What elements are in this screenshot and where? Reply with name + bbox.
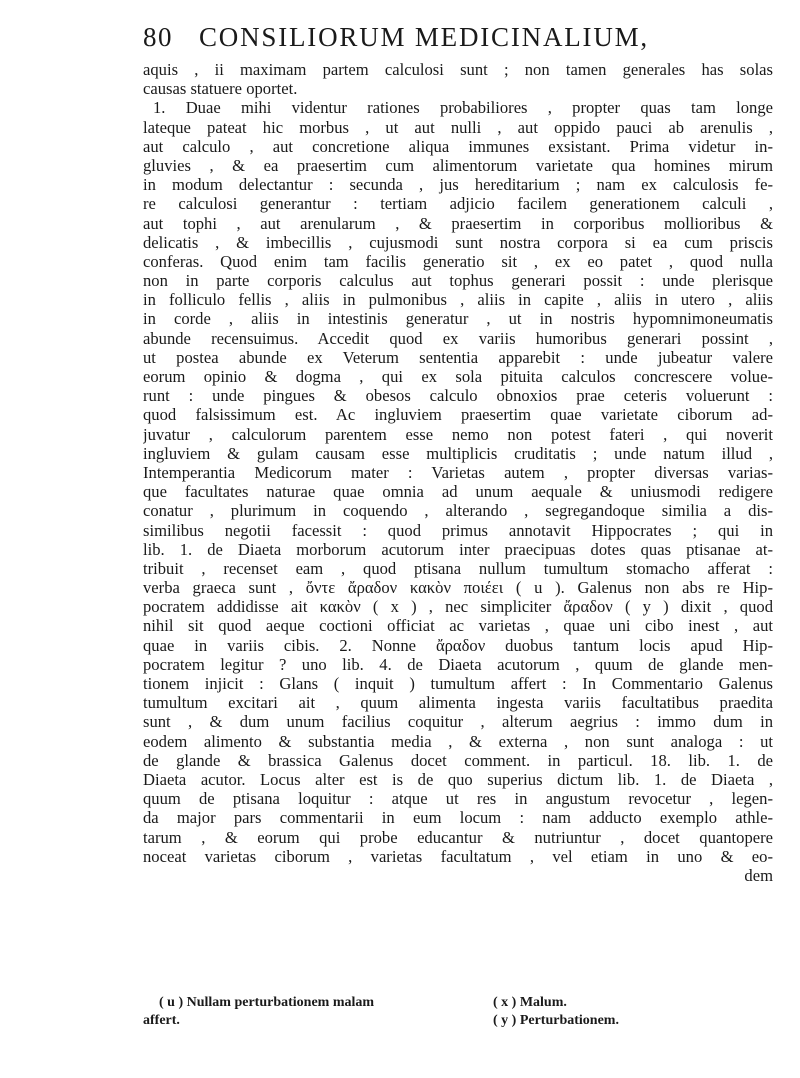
text-line: sunt , & dum unum facilius coquitur , alterum aegrius : immo dum in	[143, 712, 773, 732]
text-line: aut tophi , aut arenularum , & praesertim in corporibus mollioribus &	[143, 213, 773, 233]
text-line: quod falsissimum est. Ac ingluviem praesertim quae varietate ciborum ad-	[143, 405, 773, 425]
text-line: pocratem legitur ? uno lib. 4. de Diaeta acutorum , quum de glande men-	[143, 654, 773, 674]
text-line: tionem injicit : Glans ( inquit ) tumultum affert : In Commentario Galenus	[143, 674, 773, 693]
footnotes-xy	[493, 994, 763, 1030]
text-line: quae in variis cibis. 2. Nonne ἄραδον duobus tantum locis apud Hip-	[143, 635, 773, 655]
text-line: ingluviem & gulam causam esse multiplicis cruditatis ; unde natum illud ,	[143, 443, 773, 463]
footnote-u-line1: ( u ) Nullam perturbationem malam	[159, 995, 375, 1010]
text-line: aut calculo , aut concretione aliqua immunes exsistant. Prima videtur in-	[143, 136, 773, 156]
text-line: lateque pateat hic morbus , ut aut nulli , aut oppido pauci ab arenulis ,	[143, 117, 773, 137]
text-line: re calculosi generantur : tertiam adjicio facilem generationem calculi ,	[143, 194, 773, 214]
text-line: ut postea abunde ex Veterum sententia apparebit : unde jubeatur valere	[143, 347, 773, 367]
text-line: similibus negotii facessit : quod primus annotavit Hippocrates ; qui in	[143, 520, 773, 540]
footnote-x: ( x ) Malum.	[493, 995, 567, 1010]
text-line: causas statuere oportet.	[143, 79, 298, 99]
body-text	[143, 60, 773, 885]
text-line: abunde recensuimus. Accedit quod ex variis humoribus generari possint ,	[143, 328, 773, 348]
text-line: tribuit , recenset eam , quod ptisana nullum tumultum stomacho afferat :	[143, 558, 773, 578]
text-line: conferas. Quod enim tam facilis generatio sit , ex eo patet , quod nulla	[143, 251, 773, 271]
text-line: non in parte corporis calculus aut tophus generari possit : unde plerisque	[143, 271, 773, 291]
text-line: gluvies , & ea praesertim cum alimentorum varietate qua homines mirum	[143, 155, 773, 175]
text-line: eorum opinio & dogma , qui ex sola pituita calculos concrescere volue-	[143, 367, 773, 386]
text-line: Intemperantia Medicorum mater : Varietas autem , propter diversas varias-	[143, 462, 773, 482]
page-header	[143, 22, 763, 56]
text-line: aquis , ii maximam partem calculosi sunt ; non tamen generales has solas	[143, 60, 773, 79]
text-line: que facultates naturae quae omnia ad unum aequale & uniusmodi redigere	[143, 482, 773, 502]
text-line: tarum , & eorum qui probe educantur & nutriuntur , docet quantopere	[143, 827, 773, 847]
text-line: conatur , plurimum in coquendo , alterando , segregandoque similia a dis-	[143, 501, 773, 521]
text-line: pocratem addidisse ait κακὸν ( x ) , nec simpliciter ἄραδον ( y ) dixit , quod	[143, 597, 773, 617]
footnote-u-line2: affert.	[143, 1013, 180, 1028]
text-line: eodem alimento & substantia media , & externa , non sunt analoga : ut	[143, 731, 773, 751]
text-line: de glande & brassica Galenus docet comment. in particul. 18. lib. 1. de	[143, 750, 773, 770]
catchword: dem	[744, 865, 773, 885]
text-line: 1. Duae mihi videntur rationes probabiliores , propter quas tam longe	[153, 98, 773, 118]
text-line: da major pars commentarii in eum locum : nam adducto exemplo athle-	[143, 808, 773, 828]
page-number: 80	[143, 22, 173, 52]
text-line: lib. 1. de Diaeta morborum acutorum inter praecipuas dotes quas ptisanae at-	[143, 539, 773, 559]
text-line: juvatur , calculorum parentem esse nemo non potest fateri , qui noverit	[143, 424, 773, 444]
text-line: in folliculo fellis , aliis in pulmonibus , aliis in capite , aliis in utero , aliis	[143, 290, 773, 310]
text-line: delicatis , & imbecillis , cujusmodi sunt nostra corpora si ea cum priscis	[143, 232, 773, 252]
running-title: CONSILIORUM MEDICINALIUM,	[199, 22, 649, 52]
text-line: tumultum excitari ait , quum alimenta ingesta variis facultatibus praedita	[143, 693, 773, 713]
text-line: in corde , aliis in intestinis generatur , ut in nostris hypomnimoneumatis	[143, 309, 773, 329]
footnote-u	[143, 994, 479, 1030]
text-line: noceat varietas ciborum , varietas facultatum , vel etiam in uno & eo-	[143, 846, 773, 866]
text-line: Diaeta acutor. Locus alter est is de quo superius dictum lib. 1. de Diaeta ,	[143, 769, 773, 789]
footnote-y: ( y ) Perturbationem.	[493, 1013, 619, 1028]
text-line: in modum delectantur : secunda , jus hereditarium ; nam ex calculosis fe-	[143, 175, 773, 195]
text-line: nihil sit quod aeque coctioni officiat ac varietas , quae uni cibo inest , aut	[143, 616, 773, 636]
text-line: verba graeca sunt , ὄντε ἄραδον κακὸν ποιέει ( u ). Galenus non abs re Hip-	[143, 578, 773, 598]
text-line: quum de ptisana loquitur : atque ut res in angustum revocetur , legen-	[143, 789, 773, 809]
text-line: runt : unde pingues & obesos calculo obnoxios prae ceteris voluerunt :	[143, 386, 773, 406]
